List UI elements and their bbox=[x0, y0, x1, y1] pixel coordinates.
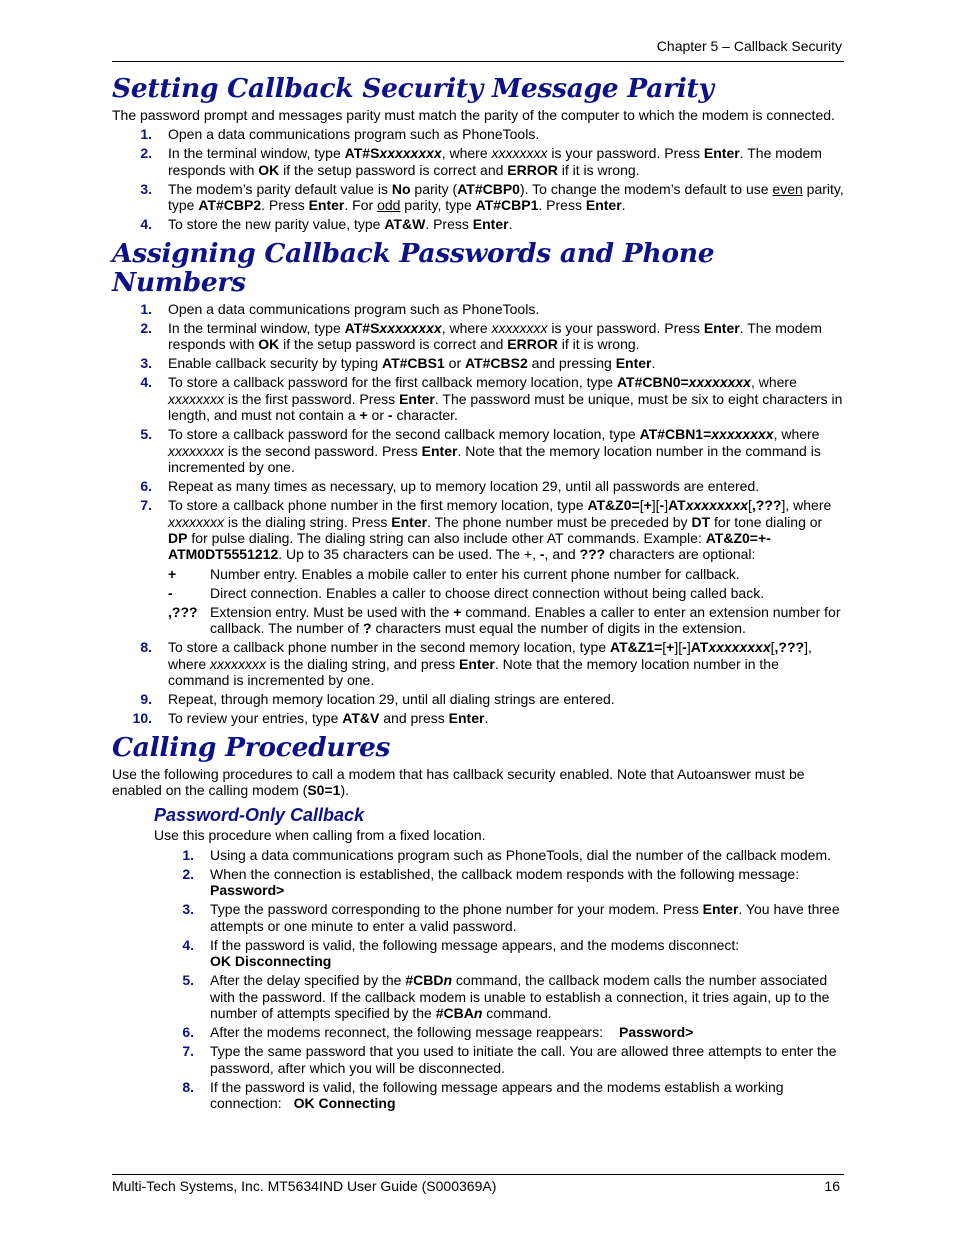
header-rule bbox=[112, 61, 844, 62]
password-only-intro: Use this procedure when calling from a fixed location. bbox=[154, 827, 486, 844]
section-title-parity: Setting Callback Security Message Parity bbox=[112, 73, 714, 104]
option-minus: - Direct connection. Enables a caller to choose direct connection without being called back. bbox=[168, 584, 765, 601]
list-item: 4. To store a callback password for the first callback memory location, type AT#CBN0=xxxxxxxx, where xxxxxxxx is the first password. Press Enter. The password must be unique, must be six to eight characters in length, and must not contain a + or - character. bbox=[140, 374, 843, 424]
list-item: 7. To store a callback phone number in the first memory location, type AT&Z0=[+][-]ATxxxxxxxx[,???], where xxxxxxxx is the dialing string. Press Enter. The phone number must be preceded by DT for tone dialing or DP for pulse dialing. The dialing string can also include other AT commands. Example: AT&Z0=+-ATM0DT5551212. Up to 35 characters can be used. The +, -, and ??? characters are optional: + Number entry. Enables a mobile caller to enter his current phone number for callback. - Direct connection. Enables a caller to choose direct connection without being called back. ,??? Extension entry. Must be used with the + command. Enables a caller to enter an extension number for callback. The number of ? characters must equal the number of digits in the extension. bbox=[112, 497, 844, 636]
list-item: 3. Enable callback security by typing AT#CBS1 or AT#CBS2 and pressing Enter. bbox=[140, 355, 656, 372]
dial-options bbox=[168, 566, 844, 637]
list-item: 5. To store a callback password for the second callback memory location, type AT#CBN1=xxxxxxxx, where xxxxxxxx is the second password. Press Enter. Note that the memory location number in the command is incremented by one. bbox=[140, 426, 821, 475]
section-calling bbox=[112, 733, 844, 1112]
running-header: Chapter 5 – Callback Security bbox=[656, 38, 842, 54]
section-title-assign: Assigning Callback Passwords and Phone Numbers bbox=[112, 237, 715, 298]
list-item: 1. Using a data communications program such as PhoneTools, dial the number of the callback modem. bbox=[182, 846, 831, 863]
section-title-calling: Calling Procedures bbox=[112, 731, 391, 763]
footer-rule bbox=[112, 1174, 844, 1175]
list-item: 9. Repeat, through memory location 29, until all dialing strings are entered. bbox=[140, 691, 615, 708]
list-item: 10. To review your entries, type AT&V and press Enter. bbox=[132, 710, 489, 727]
footer-title: Multi-Tech Systems, Inc. MT5634IND User Guide (S000369A) bbox=[112, 1178, 497, 1194]
list-item: 1. Open a data communications program such as PhoneTools. bbox=[140, 300, 540, 317]
list-item: 5. After the delay specified by the #CBDn command, the callback modem calls the number associated with the password. If the callback modem is unable to establish a connection, it tries again, up to the number of attempts specified by the #CBAn command. bbox=[182, 972, 830, 1021]
parity-steps bbox=[112, 126, 844, 233]
list-item: 3. The modem’s parity default value is No parity (AT#CBP0). To change the modem’s default to use even parity, type AT#CBP2. Press Enter. For odd parity, type AT#CBP1. Press Enter. bbox=[140, 180, 844, 214]
page-content bbox=[112, 74, 844, 1117]
list-item: 6. Repeat as many times as necessary, up to memory location 29, until all passwords are entered. bbox=[140, 478, 760, 495]
list-item: 2. In the terminal window, type AT#Sxxxxxxxx, where xxxxxxxx is your password. Press Enter. The modem responds with OK if the setup password is correct and ERROR if it is wrong. bbox=[140, 145, 822, 178]
list-item: 2. In the terminal window, type AT#Sxxxxxxxx, where xxxxxxxx is your password. Press Enter. The modem responds with OK if the setup password is correct and ERROR if it is wrong. bbox=[140, 319, 822, 353]
section-assign bbox=[112, 239, 844, 727]
subsection-title-password-only: Password-Only Callback bbox=[154, 805, 365, 826]
list-item: 2. When the connection is established, the callback modem responds with the following message: Password> bbox=[182, 865, 800, 898]
page-number: 16 bbox=[824, 1178, 840, 1194]
calling-intro: Use the following procedures to call a modem that has callback security enabled. Note that Autoanswer must be enabled on the calling modem (S0=1). bbox=[112, 765, 805, 798]
list-item: 4. To store the new parity value, type AT&W. Press Enter. bbox=[140, 216, 513, 233]
calling-steps bbox=[112, 847, 844, 1112]
list-item: 8. To store a callback phone number in the second memory location, type AT&Z1=[+][-]ATxxxxxxxx[,???], where xxxxxxxx is the dialing string, and press Enter. Note that the memory location number in the command is incremented by one. bbox=[140, 639, 812, 688]
parity-intro: The password prompt and messages parity must match the parity of the computer to which the modem is connected. bbox=[112, 107, 835, 123]
section-parity bbox=[112, 74, 844, 233]
list-item: 7. Type the same password that you used to initiate the call. You are allowed three attempts to enter the password, after which you will be disconnected. bbox=[182, 1043, 837, 1076]
list-item: 8. If the password is valid, the following message appears and the modems establish a working connection: OK Connecting bbox=[182, 1078, 784, 1111]
list-item: 3. Type the password corresponding to the phone number for your modem. Press Enter. You have three attempts or one minute to enter a valid password. bbox=[182, 901, 840, 934]
list-item: 1. Open a data communications program such as PhoneTools. bbox=[140, 126, 540, 143]
option-extension: ,??? Extension entry. Must be used with the + command. Enables a caller to enter an extension number for callback. The number of ? characters must equal the number of digits in the extension. bbox=[168, 603, 841, 637]
option-plus: + Number entry. Enables a mobile caller to enter his current phone number for callback. bbox=[168, 565, 740, 582]
assign-steps bbox=[112, 301, 844, 727]
list-item: 6. After the modems reconnect, the following message reappears: Password> bbox=[182, 1024, 694, 1040]
list-item: 4. If the password is valid, the following message appears, and the modems disconnect: OK Disconnecting bbox=[182, 936, 740, 969]
